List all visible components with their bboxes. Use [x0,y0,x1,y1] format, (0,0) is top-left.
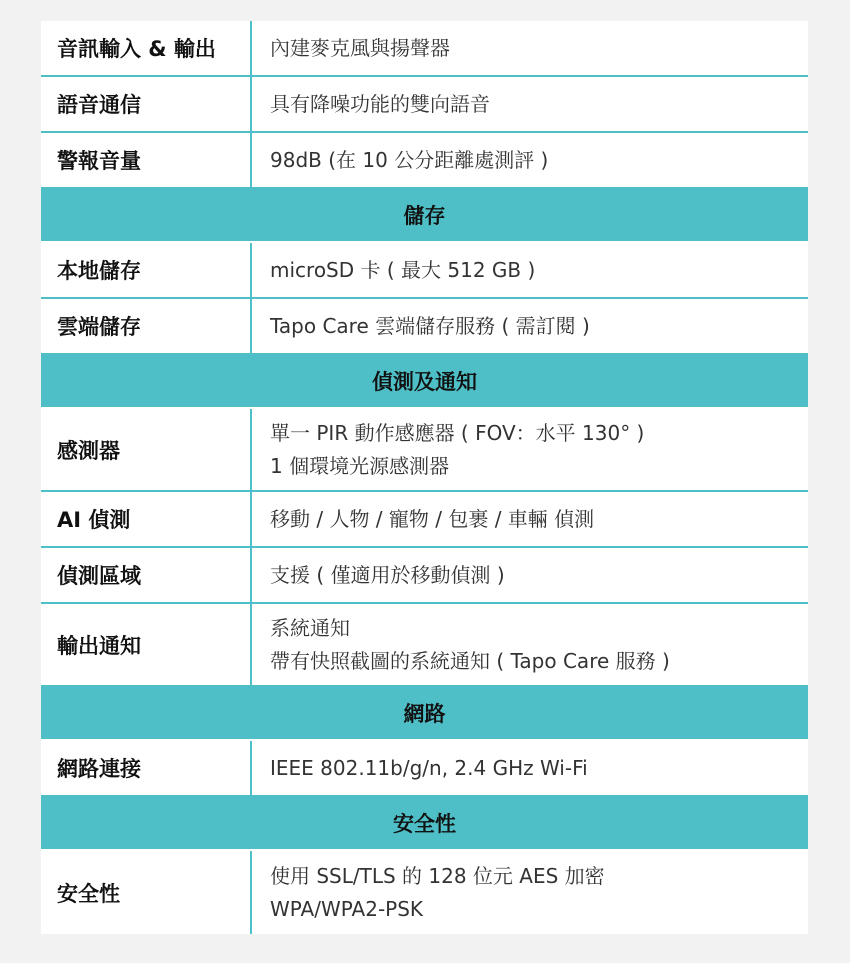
spec-value-line: IEEE 802.11b/g/n, 2.4 GHz Wi-Fi [270,755,588,780]
spec-value [252,741,808,795]
spec-row-local-storage [41,243,808,299]
spec-row-security [41,851,808,934]
spec-label: 安全性 [41,851,252,934]
spec-label: 音訊輸入 & 輸出 [41,21,252,75]
spec-value-line: 1 個環境光源感測器 [270,453,450,478]
spec-value-line: Tapo Care 雲端儲存服務 ( 需訂閱 ) [270,313,590,338]
spec-label: 語音通信 [41,77,252,131]
spec-value [252,77,808,131]
spec-value-line: 單一 PIR 動作感應器 ( FOV：水平 130° ) [270,420,645,445]
spec-value [252,604,808,685]
section-header-detection: 偵測及通知 [41,355,808,409]
spec-label: 偵測區域 [41,548,252,602]
spec-row-alarm-volume [41,133,808,189]
spec-label: 感測器 [41,409,252,490]
spec-row-network [41,741,808,797]
spec-value [252,243,808,297]
spec-label: 雲端儲存 [41,299,252,353]
section-header-storage: 儲存 [41,189,808,243]
spec-table [41,21,808,934]
spec-value-line: 內建麥克風與揚聲器 [270,35,450,60]
spec-label: 警報音量 [41,133,252,187]
spec-value-line: WPA/WPA2-PSK [270,896,424,921]
spec-value-line: 98dB (在 10 公分距離處測評 ) [270,147,549,172]
spec-label: 網路連接 [41,741,252,795]
spec-value [252,409,808,490]
spec-label: AI 偵測 [41,492,252,546]
spec-label: 輸出通知 [41,604,252,685]
spec-value-line: 具有降噪功能的雙向語音 [270,91,490,116]
spec-row-ai-detection [41,492,808,548]
spec-row-voice [41,77,808,133]
spec-value-line: microSD 卡 ( 最大 512 GB ) [270,257,536,282]
spec-value [252,548,808,602]
spec-value [252,492,808,546]
spec-row-cloud-storage [41,299,808,355]
section-header-security: 安全性 [41,797,808,851]
spec-value [252,133,808,187]
spec-value [252,851,808,934]
spec-row-sensor [41,409,808,492]
spec-row-audio-io [41,21,808,77]
spec-value-line: 系統通知 [270,615,350,640]
spec-row-notification [41,604,808,687]
section-header-network: 網路 [41,687,808,741]
spec-row-detection-zone [41,548,808,604]
spec-value-line: 支援 ( 僅適用於移動偵測 ) [270,562,505,587]
spec-value-line: 移動 / 人物 / 寵物 / 包裹 / 車輛 偵測 [270,506,595,531]
spec-value [252,299,808,353]
spec-value-line: 使用 SSL/TLS 的 128 位元 AES 加密 [270,863,605,888]
spec-value [252,21,808,75]
spec-value-line: 帶有快照截圖的系統通知 ( Tapo Care 服務 ) [270,648,670,673]
spec-label: 本地儲存 [41,243,252,297]
